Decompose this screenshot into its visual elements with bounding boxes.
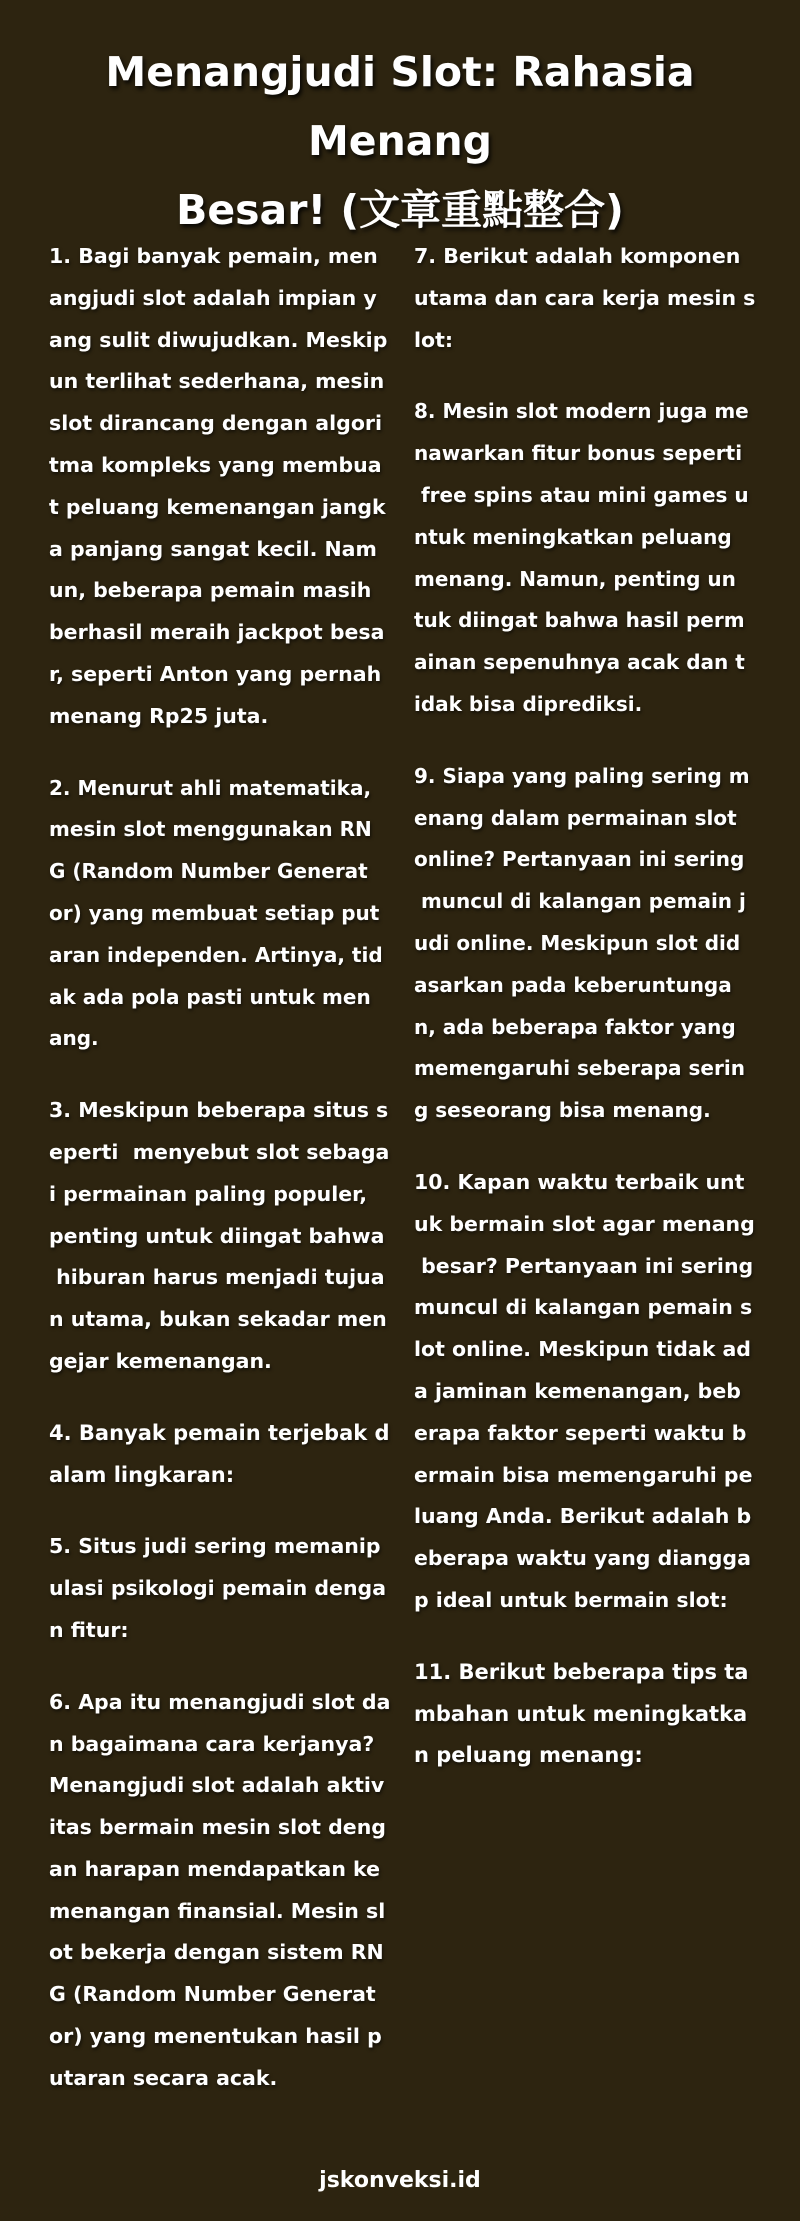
paragraph-3: 3. Meskipun beberapa situs s eperti menyebut slot sebaga i permainan paling populer, penting untuk diingat bahwa hiburan harus menjadi tujua n utama, bukan sekadar men gejar kemenangan. xyxy=(49,1098,390,1373)
site-footer: jskonveksi.id xyxy=(319,2168,481,2193)
paragraph-9: 9. Siapa yang paling sering m enang dalam permainan slot online? Pertanyaan ini sering muncul di kalangan pemain j udi online. Meskipun slot did asarkan pada keberuntunga n, ada beberapa faktor yang memengaruhi seberapa serin g seseorang bisa menang. xyxy=(414,763,750,1123)
paragraph-10: 10. Kapan waktu terbaik unt uk bermain slot agar menang besar? Pertanyaan ini sering muncul di kalangan pemain s lot online. Meskipun tidak ad a jaminan kemenangan, beb erapa faktor seperti waktu b ermain bisa memengaruhi pe luang Anda. Berikut adalah b eberapa waktu yang diangga p ideal untuk bermain slot: xyxy=(414,1169,755,1612)
paragraph-2: 2. Menurut ahli matematika, mesin slot menggunakan RN G (Random Number Generat or) yang membuat setiap put aran independen. Artinya, tid ak ada pola pasti untuk men ang. xyxy=(49,775,383,1051)
paragraph-1: 1. Bagi banyak pemain, men angjudi slot adalah impian y ang sulit diwujudkan. Meskip un terlihat sederhana, mesin slot dirancang dengan algori tma kompleks yang membua t peluang kemenangan jangk a panjang sangat kecil. Nam un, beberapa pemain masih berhasil meraih jackpot besa r, seperti Anton yang pernah menang Rp25 juta. xyxy=(49,244,388,728)
paragraph-8: 8. Mesin slot modern juga me nawarkan fitur bonus seperti free spins atau mini games u ntuk meningkatkan peluang menang. Namun, penting un tuk diingat bahwa hasil perm ainan sepenuhnya acak dan t idak bisa diprediksi. xyxy=(414,399,749,716)
right-column xyxy=(414,236,754,2130)
paragraph-4: 4. Banyak pemain terjebak d alam lingkaran: xyxy=(49,1420,390,1487)
paragraph-5: 5. Situs judi sering memanip ulasi psikologi pemain denga n fitur: xyxy=(49,1534,387,1642)
paragraph-11: 11. Berikut beberapa tips ta mbahan untuk meningkatka n peluang menang: xyxy=(414,1659,749,1768)
paragraph-6: 6. Apa itu menangjudi slot da n bagaimana cara kerjanya? Menangjudi slot adalah aktiv itas bermain mesin slot deng an harapan mendapatkan ke menangan finansial. Mesin sl ot bekerja dengan sistem RN G (Random Number Generat or) yang menentukan hasil p utaran secara acak. xyxy=(49,1689,391,2090)
article-columns xyxy=(49,236,754,2130)
page-title: Menangjudi Slot: Rahasia Menang Besar! (文章重點整合) xyxy=(105,48,695,234)
paragraph-7: 7. Berikut adalah komponen utama dan cara kerja mesin s lot: xyxy=(414,244,756,352)
left-column xyxy=(49,236,389,2130)
